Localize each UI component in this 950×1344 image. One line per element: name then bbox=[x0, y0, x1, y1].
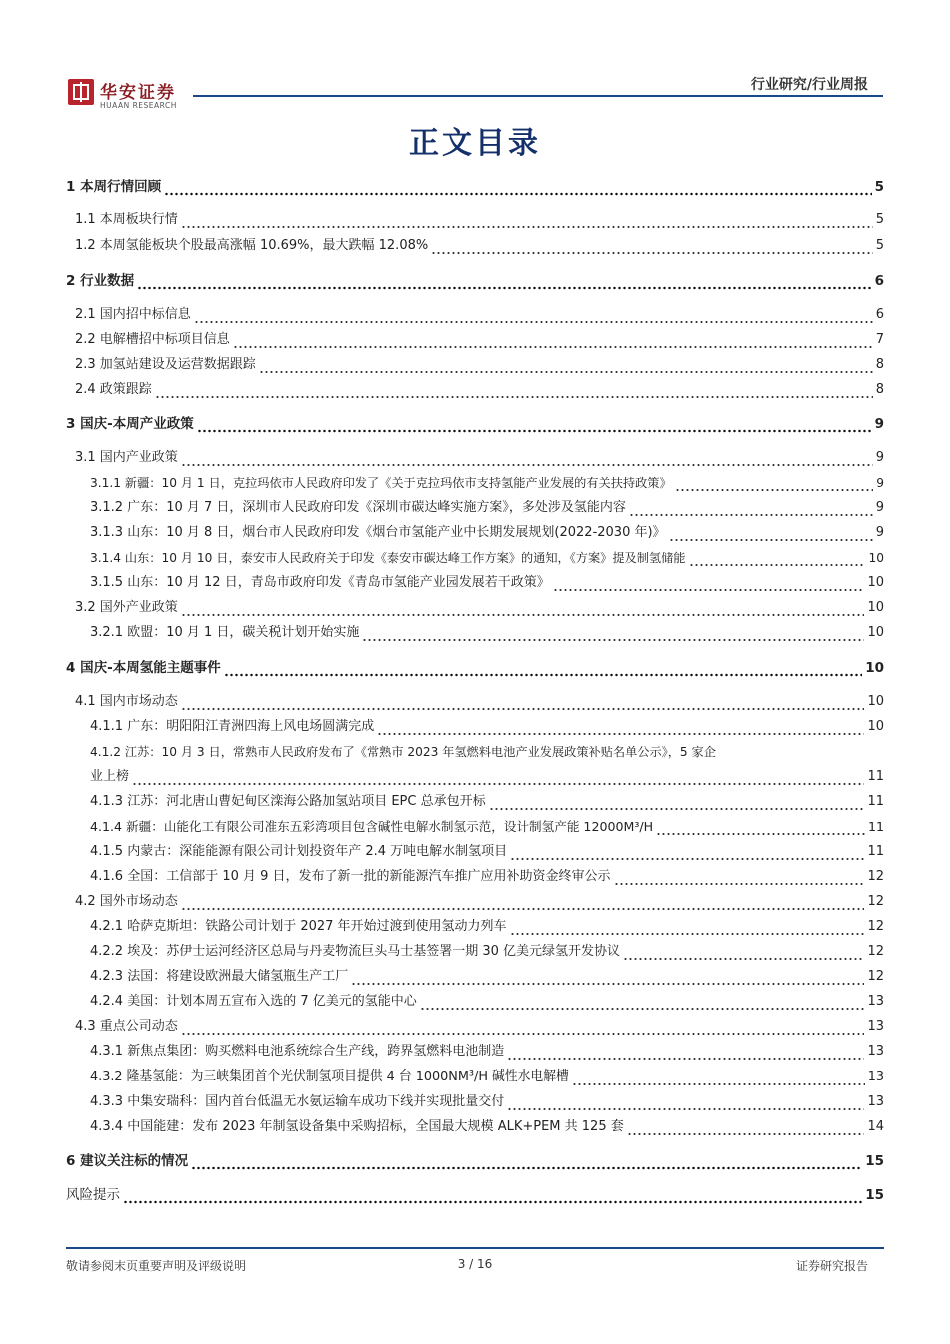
toc-entry-title: 4.1.1 广东：明阳阳江青洲四海上风电场圆满完成 bbox=[90, 719, 375, 734]
toc-entry-wrapped-line[interactable]: 4.1.2 江苏：10 月 3 日，常熟市人民政府发布了《常熟市 2023 年氢燃料电池产业发展政策补贴名单公示》，5 家企 bbox=[90, 745, 716, 759]
footer-report-type: 证券研究报告 bbox=[795, 1259, 868, 1273]
toc-entry-title: 4.2.2 埃及：苏伊士运河经济区总局与丹麦物流巨头马士基签署一期 30 亿美元绿氢开发协议 bbox=[90, 944, 621, 959]
toc-entry[interactable] bbox=[75, 331, 884, 349]
toc-entry-page: 11 bbox=[867, 769, 884, 784]
toc-entry[interactable] bbox=[90, 843, 884, 861]
toc-entry-page: 9 bbox=[874, 416, 884, 432]
toc-entry-title: 4.2 国外市场动态 bbox=[75, 894, 178, 909]
toc-entry[interactable] bbox=[75, 893, 884, 911]
toc-entry-title: 1 本周行情回顾 bbox=[66, 179, 162, 195]
toc-leader bbox=[123, 1188, 862, 1204]
toc-entry-page: 6 bbox=[874, 273, 884, 289]
toc-entry-title: 风险提示 bbox=[66, 1187, 120, 1203]
toc-entry-page: 10 bbox=[867, 575, 884, 590]
toc-entry[interactable] bbox=[75, 237, 884, 255]
toc-entry[interactable] bbox=[90, 524, 884, 542]
toc-entry[interactable] bbox=[75, 381, 884, 399]
toc-leader bbox=[675, 476, 874, 492]
toc-entry-page: 13 bbox=[867, 994, 884, 1009]
toc-entry-title: 3.1.2 广东：10 月 7 日，深圳市人民政府印发《深圳市碳达峰实施方案》，多处涉及氢能内容 bbox=[90, 500, 626, 515]
toc-entry-page: 11 bbox=[867, 844, 884, 859]
toc-entry[interactable] bbox=[90, 918, 884, 936]
toc-entry[interactable] bbox=[90, 499, 884, 517]
toc-entry-title: 4.3.2 隆基氢能：为三峡集团首个光伏制氢项目提供 4 台 1000NM³/H 碱性水电解槽 bbox=[90, 1069, 569, 1084]
toc-entry-title: 4 国庆-本周氢能主题事件 bbox=[66, 660, 221, 676]
toc-entry[interactable] bbox=[66, 415, 884, 433]
toc-entry-page: 7 bbox=[875, 332, 884, 347]
toc-entry-page: 12 bbox=[867, 969, 884, 984]
toc-leader bbox=[197, 417, 872, 433]
toc-entry-title: 3.1.3 山东：10 月 8 日，烟台市人民政府印发《烟台市氢能产业中长期发展规划(2022-2030 年)》 bbox=[90, 525, 666, 540]
toc-leader bbox=[689, 551, 866, 567]
report-category: 行业研究/行业周报 bbox=[750, 77, 868, 93]
toc-entry-page: 10 bbox=[868, 551, 884, 565]
toc-entry[interactable] bbox=[90, 768, 884, 786]
toc-entry[interactable] bbox=[90, 474, 884, 492]
toc-entry[interactable] bbox=[75, 693, 884, 711]
toc-entry[interactable] bbox=[75, 306, 884, 324]
toc-leader bbox=[627, 1120, 865, 1136]
toc-entry[interactable] bbox=[90, 1118, 884, 1136]
toc-entry-title: 6 建议关注标的情况 bbox=[66, 1153, 189, 1169]
toc-entry[interactable] bbox=[66, 1152, 884, 1170]
toc-leader bbox=[507, 1095, 864, 1111]
toc-entry-title: 4.1.3 江苏：河北唐山曹妃甸区滦海公路加氢站项目 EPC 总承包开标 bbox=[90, 794, 486, 809]
toc-entry-page: 15 bbox=[865, 1153, 884, 1169]
toc-entry[interactable] bbox=[90, 549, 884, 567]
toc-entry-page: 13 bbox=[867, 1019, 884, 1034]
toc-entry-title: 4.3.1 新焦点集团：购买燃料电池系统综合生产线，跨界氢燃料电池制造 bbox=[90, 1044, 505, 1059]
toc-leader bbox=[377, 720, 864, 736]
toc-entry-title: 3.1.1 新疆：10 月 1 日，克拉玛依市人民政府印发了《关于克拉玛依市支持氢能产业发展的有关扶持政策》 bbox=[90, 476, 672, 490]
toc-entry-page: 8 bbox=[875, 382, 884, 397]
footer-rule bbox=[66, 1247, 884, 1249]
toc-entry-page: 13 bbox=[867, 1094, 884, 1109]
toc-entry-page: 10 bbox=[867, 719, 884, 734]
toc-entry[interactable] bbox=[75, 1018, 884, 1036]
toc-entry-page: 15 bbox=[865, 1187, 884, 1203]
toc-leader bbox=[656, 820, 865, 836]
toc-leader bbox=[510, 845, 864, 861]
toc-entry-title: 2 行业数据 bbox=[66, 273, 135, 289]
toc-leader bbox=[194, 308, 873, 324]
toc-entry-page: 9 bbox=[875, 450, 884, 465]
toc-entry-title: 2.2 电解槽招中标项目信息 bbox=[75, 332, 230, 347]
toc-entry-title: 4.2.3 法国：将建设欧洲最大储氢瓶生产工厂 bbox=[90, 969, 349, 984]
toc-entry-title: 2.4 政策跟踪 bbox=[75, 382, 152, 397]
page-title: 正文目录 bbox=[409, 126, 541, 161]
toc-entry-page: 12 bbox=[867, 944, 884, 959]
toc-leader bbox=[137, 274, 872, 290]
logo-english-name: HUAAN RESEARCH bbox=[100, 101, 177, 110]
toc-entry[interactable] bbox=[90, 1093, 884, 1111]
toc-entry-page: 9 bbox=[876, 476, 884, 490]
toc-entry-page: 9 bbox=[875, 500, 884, 515]
toc-entry-page: 11 bbox=[867, 794, 884, 809]
toc-leader bbox=[181, 213, 873, 229]
page-header bbox=[0, 0, 950, 120]
toc-entry-title: 4.3.3 中集安瑞科：国内首台低温无水氨运输车成功下线并实现批量交付 bbox=[90, 1094, 505, 1109]
toc-leader bbox=[629, 501, 873, 517]
toc-leader bbox=[132, 770, 864, 786]
toc-entry-page: 8 bbox=[875, 357, 884, 372]
toc-entry[interactable] bbox=[90, 1068, 884, 1086]
toc-entry-page: 10 bbox=[865, 660, 884, 676]
toc-leader bbox=[164, 180, 872, 196]
toc-leader bbox=[623, 945, 864, 961]
toc-entry-title: 4.2.4 美国：计划本周五宣布入选的 7 亿美元的氢能中心 bbox=[90, 994, 417, 1009]
toc-entry[interactable] bbox=[75, 449, 884, 467]
toc-entry-page: 9 bbox=[875, 525, 884, 540]
toc-leader bbox=[181, 1020, 865, 1036]
toc-leader bbox=[572, 1070, 865, 1086]
toc-leader bbox=[489, 795, 865, 811]
toc-leader bbox=[259, 358, 873, 374]
toc-entry-page: 12 bbox=[867, 894, 884, 909]
toc-entry-page: 10 bbox=[867, 600, 884, 615]
toc-leader bbox=[224, 661, 863, 677]
logo-chinese-name: 华安证券 bbox=[100, 83, 176, 103]
huaan-logo-icon bbox=[68, 79, 94, 105]
toc-leader bbox=[181, 451, 873, 467]
toc-entry-title: 4.2.1 哈萨克斯坦：铁路公司计划于 2027 年开始过渡到使用氢动力列车 bbox=[90, 919, 507, 934]
toc-entry-title: 2.1 国内招中标信息 bbox=[75, 307, 191, 322]
toc-leader bbox=[362, 626, 864, 642]
toc-entry-title: 3 国庆-本周产业政策 bbox=[66, 416, 194, 432]
toc-entry[interactable] bbox=[90, 993, 884, 1011]
toc-leader bbox=[553, 576, 865, 592]
toc-entry-page: 5 bbox=[875, 238, 884, 253]
toc-entry[interactable] bbox=[66, 1186, 884, 1204]
toc-entry-title: 1.1 本周板块行情 bbox=[75, 212, 178, 227]
toc-entry-page: 13 bbox=[867, 1069, 884, 1084]
toc-entry-title: 3.2.1 欧盟：10 月 1 日，碳关税计划开始实施 bbox=[90, 625, 360, 640]
toc-entry[interactable] bbox=[90, 1043, 884, 1061]
toc-entry-title: 3.1.4 山东：10 月 10 日，泰安市人民政府关于印发《泰安市碳达峰工作方案》的通知，《方案》提及制氢储能 bbox=[90, 551, 686, 565]
toc-entry-page: 11 bbox=[867, 819, 884, 834]
toc-leader bbox=[510, 920, 865, 936]
toc-entry-page: 12 bbox=[867, 919, 884, 934]
page-number: 3 / 16 bbox=[457, 1257, 493, 1271]
toc-entry-title: 2.3 加氢站建设及运营数据跟踪 bbox=[75, 357, 256, 372]
toc-entry[interactable] bbox=[90, 868, 884, 886]
toc-leader bbox=[507, 1045, 864, 1061]
toc-entry-title: 4.1.5 内蒙古：深能能源有限公司计划投资年产 2.4 万吨电解水制氢项目 bbox=[90, 844, 508, 859]
toc-entry[interactable] bbox=[90, 624, 884, 642]
toc-leader bbox=[420, 995, 865, 1011]
toc-entry-page: 10 bbox=[867, 625, 884, 640]
toc-entry[interactable] bbox=[90, 718, 884, 736]
toc-leader bbox=[233, 333, 873, 349]
toc-leader bbox=[431, 239, 873, 255]
toc-leader bbox=[181, 601, 865, 617]
toc-entry-page: 14 bbox=[867, 1119, 884, 1134]
toc-entry-page: 10 bbox=[867, 694, 884, 709]
toc-leader bbox=[191, 1154, 862, 1170]
toc-leader bbox=[155, 383, 873, 399]
footer-disclaimer: 敬请参阅末页重要声明及评级说明 bbox=[66, 1259, 247, 1273]
toc-entry-page: 5 bbox=[874, 179, 884, 195]
toc-entry[interactable] bbox=[66, 659, 884, 677]
toc-entry[interactable] bbox=[66, 272, 884, 290]
toc-entry-title: 4.3.4 中国能建：发布 2023 年制氢设备集中采购招标，全国最大规模 ALK+PEM 共 125 套 bbox=[90, 1119, 624, 1134]
toc-entry-title: 4.1 国内市场动态 bbox=[75, 694, 178, 709]
toc-entry-page: 12 bbox=[867, 869, 884, 884]
toc-entry[interactable] bbox=[90, 793, 884, 811]
toc-entry-title: 3.1 国内产业政策 bbox=[75, 450, 178, 465]
toc-entry-title: 3.1.5 山东：10 月 12 日，青岛市政府印发《青岛市氢能产业园发展若干政策》 bbox=[90, 575, 550, 590]
toc-leader bbox=[181, 695, 865, 711]
toc-leader bbox=[351, 970, 864, 986]
toc-entry-title: 4.3 重点公司动态 bbox=[75, 1019, 178, 1034]
toc-leader bbox=[614, 870, 865, 886]
toc-entry[interactable] bbox=[75, 211, 884, 229]
toc-entry-title: 业上榜 bbox=[90, 769, 130, 784]
toc-entry[interactable] bbox=[90, 968, 884, 986]
toc-entry[interactable] bbox=[90, 574, 884, 592]
toc-entry-title: 4.1.4 新疆：山能化工有限公司准东五彩湾项目包含碱性电解水制氢示范，设计制氢产能 12000M³/H bbox=[90, 819, 654, 834]
toc-entry-title: 4.1.6 全国：工信部于 10 月 9 日，发布了新一批的新能源汽车推广应用补助资金终审公示 bbox=[90, 869, 611, 884]
toc-entry-page: 5 bbox=[875, 212, 884, 227]
toc-entry[interactable] bbox=[66, 178, 884, 196]
toc-entry-title: 1.2 本周氢能板块个股最高涨幅 10.69%，最大跌幅 12.08% bbox=[75, 238, 429, 253]
toc-entry-page: 6 bbox=[875, 307, 884, 322]
toc-entry-title: 3.2 国外产业政策 bbox=[75, 600, 178, 615]
toc-leader bbox=[669, 526, 873, 542]
toc-entry[interactable] bbox=[75, 599, 884, 617]
toc-entry-page: 13 bbox=[867, 1044, 884, 1059]
toc-leader bbox=[181, 895, 865, 911]
toc-entry[interactable] bbox=[75, 356, 884, 374]
toc-entry[interactable] bbox=[90, 818, 884, 836]
header-rule bbox=[193, 95, 883, 97]
toc-entry[interactable] bbox=[90, 943, 884, 961]
